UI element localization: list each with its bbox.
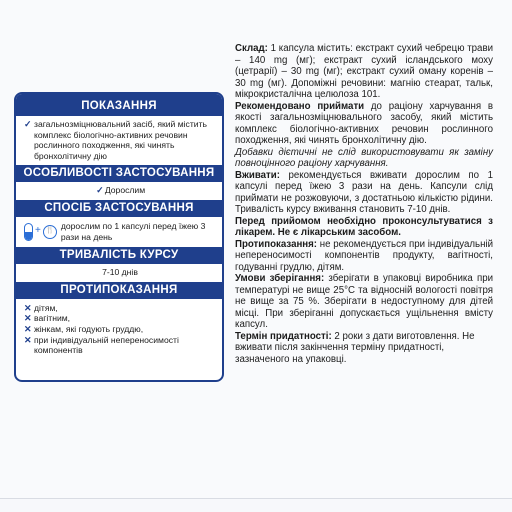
x-icon: ✕ [24,334,32,345]
indications-header: ПОКАЗАННЯ [16,94,222,116]
composition-paragraph: Склад: 1 капсула містить: екстракт сухий чебрецю трави – 140 mg (мг); екстракт сухий ісландського моху (цетрарії) – 30 mg (мг); екстракт сухий оману коренів – 30 mg (мг). Допоміжні речовини: магнію стеарат, тальк, мікрокристалічна целюлоза 101. [235,43,493,100]
plus-icon: + [35,225,41,237]
info-panel [14,92,224,382]
supplement-note: Добавки дієтичні не слід використовувати як заміну повноцінного раціону харчування. [235,146,493,169]
recommendation-paragraph: Рекомендовано приймати до раціону харчування в якості загальнозміцнювального засобу, який містить комплекс біологічно-активних речовин рослинного походження, які чинять бронхолітичну дію. [235,100,493,146]
contraindications-list [16,299,222,360]
checkmark-icon: ✓ [24,119,32,129]
x-icon: ✕ [24,323,32,334]
cutlery-icon: 🍴 [43,225,57,239]
consult-warning: Перед прийомом необхідно проконсультуватися з лікарем. Не є лікарським засобом. [235,215,493,238]
x-icon: ✕ [24,302,32,313]
list-item: ✕ жінкам, які годують груддю, [24,323,144,334]
x-icon: ✕ [24,313,32,324]
features-header: ОСОБЛИВОСТІ ЗАСТОСУВАННЯ [16,165,222,182]
label-text-block [235,43,493,365]
contraindications-paragraph: Протипоказання: не рекомендується при індивідуальній непереносимості компонентів продукту, вагітності, годуванні грудлю, дітям. [235,238,493,273]
method-text: дорослим по 1 капсулі перед їжею 3 рази на день [60,220,206,242]
indications-text: загальнозміцнювальний засіб, який містить комплекс біологічно-активних речовин рослинного походження, які чинять бронхолітичну дію [34,119,207,161]
storage-paragraph: Умови зберігання: зберігати в упаковці виробника при температурі не вище 25°С та відносній вологості повітря не вище за 75 %. Зберігати в недоступному для дітей місці. При зберіганні допускається ущільнення вмісту капсул. [235,273,493,330]
indications-section [16,116,222,165]
checkmark-icon: ✓ [96,185,104,196]
shelf-life-paragraph: Термін придатності: 2 роки з дати виготовлення. Не вживати після закінчення терміну придатності, зазначеного на упаковці. [235,330,475,365]
list-item: ✕ вагітним, [24,313,71,324]
duration-header: ТРИВАЛІСТЬ КУРСУ [16,247,222,264]
features-text: Дорослим [104,185,146,196]
features-section [16,182,222,200]
list-item: ✕ при індивідуальній непереносимості компонентів [24,334,179,356]
usage-paragraph: Вживати: рекомендується вживати дорослим по 1 капсулі перед їжею 3 рази на день. Капсули слід приймати не розжовуючи, з достатньою кількістю рідини. Тривалість курсу вживання становить 7-10 днів. [235,169,493,215]
method-header: СПОСІБ ЗАСТОСУВАННЯ [16,200,222,217]
capsule-icon [24,223,33,241]
list-item: ✕ дітям, [24,302,58,313]
contraindications-header: ПРОТИПОКАЗАННЯ [16,282,222,299]
duration-text: 7-10 днів [102,267,138,278]
method-section [16,217,222,247]
